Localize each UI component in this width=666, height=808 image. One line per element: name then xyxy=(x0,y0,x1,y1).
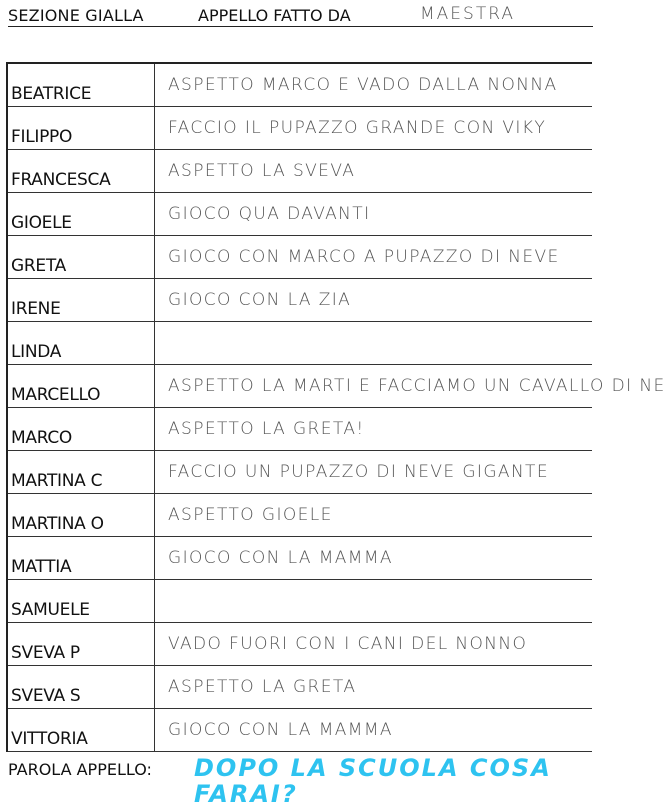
student-name: MARTINA C xyxy=(8,451,155,493)
sheet-header xyxy=(8,4,588,30)
table-row xyxy=(8,709,592,752)
student-answer: ASPETTO LA GRETA! xyxy=(168,419,365,439)
table-row xyxy=(8,365,666,408)
parola-appello-label: PAROLA APPELLO: xyxy=(8,760,152,779)
student-name: SVEVA S xyxy=(8,666,155,708)
student-name: SVEVA P xyxy=(8,623,155,665)
student-name: FRANCESCA xyxy=(8,150,155,192)
table-row xyxy=(8,279,592,322)
table-row xyxy=(8,64,592,107)
student-answer: FACCIO IL PUPAZZO GRANDE CON VIKY xyxy=(168,118,547,138)
student-answer: ASPETTO LA GRETA xyxy=(168,677,357,697)
student-name: FILIPPO xyxy=(8,107,155,149)
student-answer: ASPETTO MARCO E VADO DALLA NONNA xyxy=(168,75,558,95)
table-row xyxy=(8,580,592,623)
student-name: BEATRICE xyxy=(8,64,155,106)
student-answer: VADO FUORI CON I CANI DEL NONNO xyxy=(168,634,528,654)
student-name: LINDA xyxy=(8,322,155,364)
student-answer: GIOCO CON MARCO A PUPAZZO DI NEVE xyxy=(168,247,560,267)
table-row xyxy=(8,408,592,451)
table-row xyxy=(8,537,592,580)
student-answer: ASPETTO LA MARTI E FACCIAMO UN CAVALLO DI NE xyxy=(168,376,666,396)
table-row xyxy=(8,322,592,365)
table-row xyxy=(8,666,592,709)
student-name: MATTIA xyxy=(8,537,155,579)
parola-appello-word-line1: DOPO LA SCUOLA COSA xyxy=(194,754,552,782)
table-row xyxy=(8,451,592,494)
student-answer: GIOCO QUA DAVANTI xyxy=(168,204,371,224)
table-row xyxy=(8,150,592,193)
section-title: SEZIONE GIALLA xyxy=(8,6,144,25)
appello-label: APPELLO FATTO DA xyxy=(198,6,351,25)
student-name: MARCELLO xyxy=(8,365,155,407)
student-name: SAMUELE xyxy=(8,580,155,622)
student-answer: ASPETTO GIOELE xyxy=(168,505,333,525)
student-answer xyxy=(158,580,592,622)
student-name: GRETA xyxy=(8,236,155,278)
student-name: MARCO xyxy=(8,408,155,450)
student-name: IRENE xyxy=(8,279,155,321)
table-row xyxy=(8,494,592,537)
teacher-name: MAESTRA xyxy=(420,4,515,24)
student-answer xyxy=(158,322,592,364)
student-name: MARTINA O xyxy=(8,494,155,536)
footer xyxy=(8,754,598,808)
header-underline xyxy=(8,26,593,27)
student-answer: ASPETTO LA SVEVA xyxy=(168,161,356,181)
table-row xyxy=(8,107,592,150)
table-row xyxy=(8,193,592,236)
student-answer: FACCIO UN PUPAZZO DI NEVE GIGANTE xyxy=(168,462,549,482)
table-row xyxy=(8,236,592,279)
student-answer: GIOCO CON LA ZIA xyxy=(168,290,352,310)
student-answer: GIOCO CON LA MAMMA xyxy=(168,720,393,740)
student-name: VITTORIA xyxy=(8,709,155,751)
student-name: GIOELE xyxy=(8,193,155,235)
student-answer: GIOCO CON LA MAMMA xyxy=(168,548,393,568)
parola-appello-word-line2: FARAI? xyxy=(194,780,298,808)
table-row xyxy=(8,623,592,666)
attendance-table xyxy=(6,62,666,752)
